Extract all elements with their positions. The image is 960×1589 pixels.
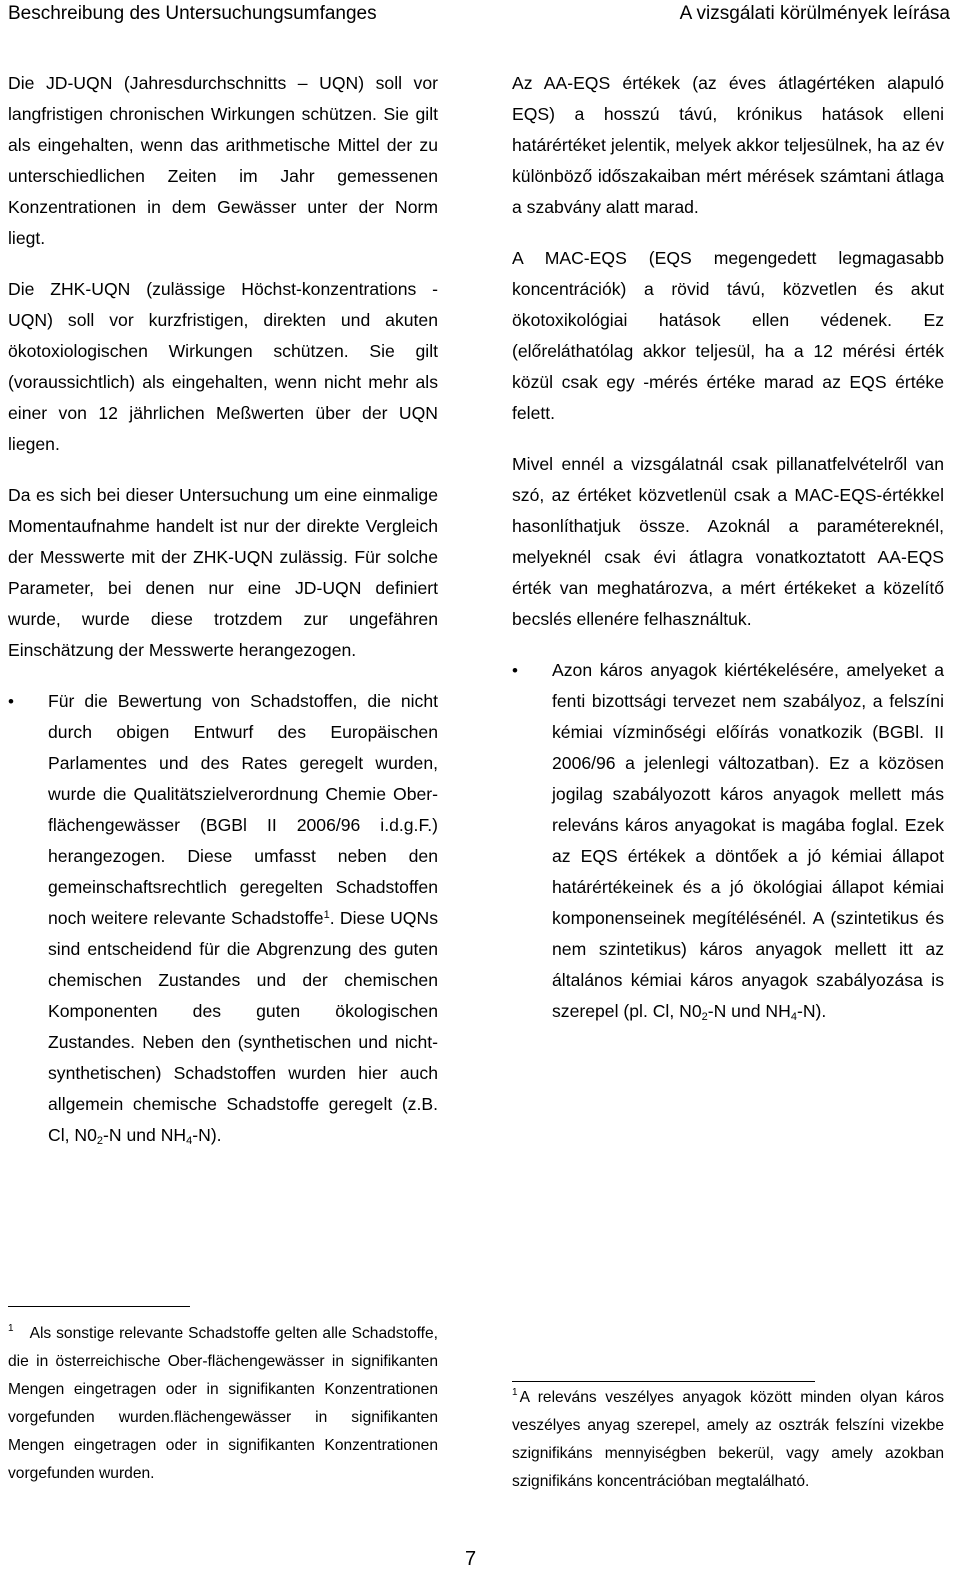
bullet-icon: •	[512, 661, 518, 680]
footnote-reference: 1	[323, 909, 330, 921]
bullet-text-part: -N und NH	[103, 1125, 187, 1145]
bullet-text-part: Für die Bewertung von Schadstoffen, die nicht durch obigen Entwurf des Europäischen Parlamentes und des Rates geregelt wurden, wurde die Qualitätszielverordnung Chemie Ober-flächengewässer (BGBl II 2006/96 i.d.g.F.) herangezogen. Diese umfasst neben den gemeinschaftsrechtlich geregelten Schadstoffen noch weitere relevante Schadstoffe	[48, 691, 438, 928]
subscript: 2	[701, 1011, 708, 1023]
bullet-item-karos-anyagok	[512, 655, 944, 1027]
subscript: 4	[790, 1011, 797, 1023]
footnote-number: 1	[512, 1387, 518, 1398]
paragraph-mac-eqs: A MAC-EQS (EQS megengedett legmagasabb koncentrációk) a rövid távú, közvetlen és akut ökotoxikológiai hatások ellen védenek. Ez (előreláthatólag akkor teljesül, ha a 12 mérési érték közül csak egy -mérés értéke marad az EQS értéke felett.	[512, 248, 944, 423]
hungarian-column	[512, 68, 944, 1027]
bullet-text-part: -N).	[796, 1001, 827, 1021]
page-number: 7	[465, 1548, 477, 1570]
bullet-text-part: Azon káros anyagok kiértékelésére, amelyeket a fenti bizottsági tervezet nem szabályoz, a felszíni kémiai vízminőségi előírás vonatkozik (BGBl. II 2006/96 a jelenlegi változatban). Ez a közösen jogilag szabályozott káros anyagok mellett más releváns káros anyagokat is magába foglal. Ezek az EQS értékek a döntőek a jó kémiai állapot határértékeinek és a jó ökológiai állapot kémiai komponenseinek megítélésénél. A (szintetikus és nem szintetikus) káros anyagok mellett itt az általános kémiai káros anyagok szabályozása is szerepel (pl. Cl, N0	[552, 660, 944, 1021]
bullet-text-part: -N).	[192, 1125, 222, 1145]
footnote-text: A releváns veszélyes anyagok között minden olyan káros veszélyes anyag szerepel, amely az osztrák felszíni vizekbe szignifikáns mennyiségben bekerül, vagy amely azokban szignifikáns koncentrációban megtalálható.	[512, 1389, 944, 1490]
footnote-divider-left	[8, 1306, 190, 1307]
footnote-divider-right	[512, 1381, 815, 1382]
footnote-german	[8, 1320, 438, 1488]
paragraph-aa-eqs: Az AA-EQS értékek (az éves átlagértéken alapuló EQS) a hosszú távú, krónikus hatások elleni határértéket jelentik, melyek akkor teljesülnek, ha az év különböző időszakaiban mért mérések számtani átlaga a szabvány alatt marad.	[512, 73, 944, 217]
bullet-icon: •	[8, 692, 14, 711]
subscript: 2	[96, 1135, 104, 1147]
bullet-text-part: . Diese UQNs sind entscheidend für die Abgrenzung des guten chemischen Zustandes und der chemischen Komponenten des guten ökologischen Zustandes. Neben den (synthetischen und nicht-synthetischen) Schadstoffen wurden hier auch allgemein chemische Schadstoffe geregelt (z.B. Cl, N0	[48, 908, 438, 1145]
header-title-hungarian: A vizsgálati körülmények leírása	[679, 3, 950, 24]
bullet-item-schadstoffe	[8, 686, 438, 1151]
paragraph-zhk-uqn: Die ZHK-UQN (zulässige Höchst-konzentrations - UQN) soll vor kurzfristigen, direkten und akuten ökotoxiologischen Wirkungen schützen. Sie gilt (voraussichtlich) als eingehalten, wenn nicht mehr als einer von 12 jährlichen Meßwerten über der UQN liegen.	[8, 279, 438, 454]
german-column	[8, 68, 438, 1151]
header-title-german: Beschreibung des Untersuchungsumfanges	[8, 3, 377, 24]
footnote-text: Als sonstige relevante Schadstoffe gelten alle Schadstoffe, die in österreichische Ober-flächengewässer in signifikanten Mengen eingetragen oder in signifikanten Konzentrationen vorgefunden wurden.flächengewässer in signifikanten Mengen eingetragen oder in signifikanten Konzentrationen vorgefunden wurden.	[8, 1325, 438, 1482]
bullet-text-part: -N und NH	[707, 1001, 791, 1021]
subscript: 4	[186, 1135, 193, 1147]
footnote-hungarian	[512, 1384, 944, 1496]
footnote-number: 1	[8, 1323, 14, 1334]
page-header	[0, 0, 960, 42]
paragraph-pillanatfelvetel: Mivel ennél a vizsgálatnál csak pillanatfelvételről van szó, az értéket közvetlenül csak a MAC-EQS-értékkel hasonlíthatjuk össze. Azoknál a paramétereknél, melyeknél csak évi átlagra vonatkoztatott AA-EQS érték van meghatározva, a mért értékeket a közelítő becslés ellenére felhasználtuk.	[512, 454, 944, 629]
paragraph-jd-uqn: Die JD-UQN (Jahresdurchschnitts – UQN) soll vor langfristigen chronischen Wirkungen schützen. Sie gilt als eingehalten, wenn das arithmetische Mittel der zu unterschiedlichen Zeiten im Jahr gemessenen Konzentrationen in dem Gewässer unter der Norm liegt.	[8, 73, 438, 248]
paragraph-momentaufnahme: Da es sich bei dieser Untersuchung um eine einmalige Momentaufnahme handelt ist nur der direkte Vergleich der Messwerte mit der ZHK-UQN zulässig. Für solche Parameter, bei denen nur eine JD-UQN definiert wurde, wurde diese trotzdem zur ungefähren Einschätzung der Messwerte herangezogen.	[8, 485, 438, 660]
